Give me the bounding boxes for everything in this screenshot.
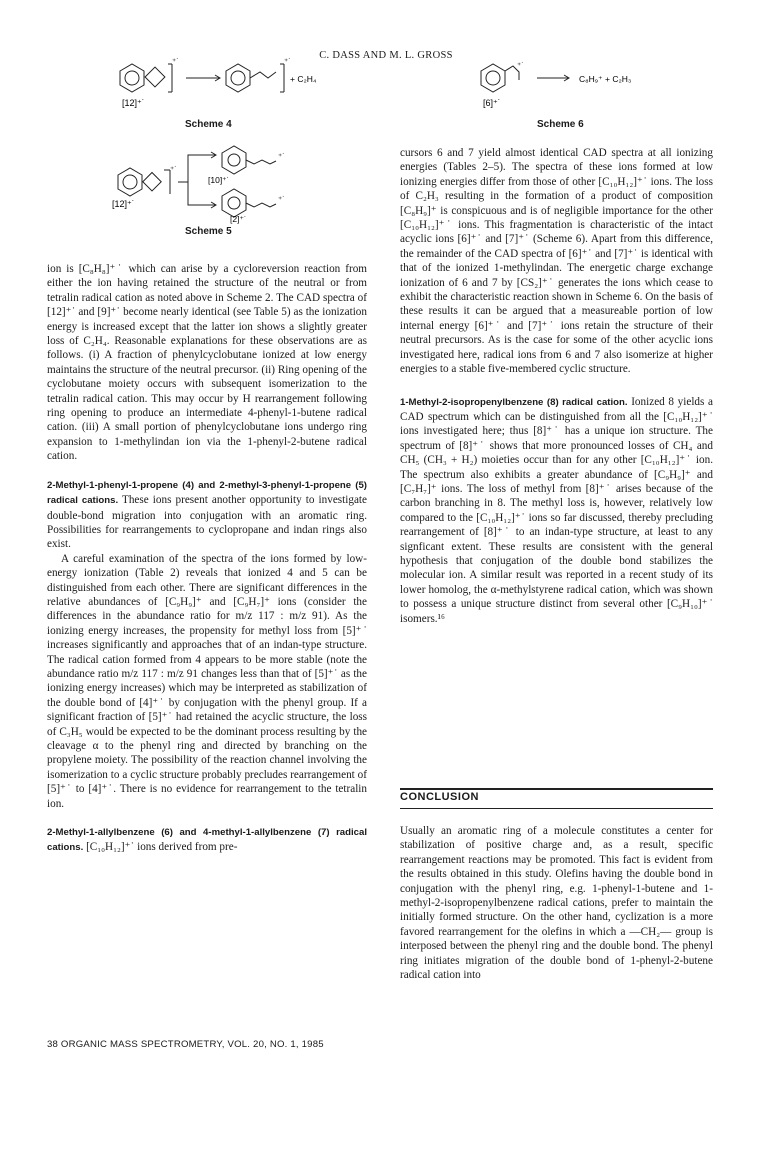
scheme-5-reactant-label: [12]⁺˙ <box>112 199 135 209</box>
cyclobutane-ring <box>145 67 165 87</box>
scheme-6-products: C₈H₉⁺ + C₂H₃ <box>579 74 632 84</box>
section-4-5-body: A careful examination of the spectra of the ions formed by low-energy ionization (Table 2) reveals that ionized 4 and 5 can be distinguished from each other. There are significant differences in the relative abundances of [C₉H₉]⁺ and [C₉H₇]⁺ ions (consider the differences in the abundance ratio for m/z 117 : m/z 91). As the ionizing energy increases, the propensity for methyl loss from [5]⁺˙ increases significantly and approaches that of an indan-type structure. The radical cation formed from 4 appears to be more stable (note the abundance ratio m/z 117 : m/z 91 changes less than that of [5]⁺˙ as the ionizing energy increases) which may be interpreted as stabilization of the double bond of [4]⁺˙ by conjugation with the phenyl group. If a significant fraction of [5]⁺˙ had retained the acyclic structure, the loss of C₃H₅ would be expected to be the dominant process resulting by the cleavage α to the phenyl ring and directed by branching on the propylene moiety. The possibility of the reaction channel involving the isomerization to a cyclic structure probably precludes rearrangement of [5]⁺˙ to [4]⁺˙. There is no evidence for rearrangement to the tetralin ion. <box>47 552 367 810</box>
section-4-5-intro: These ions present another opportunity to investigate double-bond migration into conjugation with an aromatic ring. Possibilities for rearrangements to cyclopropane and indan rings also exist. <box>47 494 367 551</box>
scheme-6-reactant-label: [6]⁺˙ <box>483 98 501 108</box>
conclusion-heading: CONCLUSION <box>400 791 479 803</box>
scheme-4-byproducts: + C₂H₄ <box>290 74 317 84</box>
left-paragraph-1: ion is [C₈H₈]⁺˙ which can arise by a cycloreversion reaction from either the ion having retained the structure of the neutral or from tetralin radical cation as noted above in Scheme 2. The CAD spectra of [12]⁺˙ and [9]⁺˙ become nearly identical (see Table 5) as the ionization energy is increased except that the latter ion shows a slightly greater loss of C₂H₄. Reasonable explanations for these observations are as follows. (i) A fraction of phenylcyclobutane ionized at low energy maintains the structure of the neutral precursor. (ii) Ring opening of the cyclobutane moiety occurs with subsequent isomerization to the tetralin radical cation. This may occur by H rearrangement following ring opening to produce an intermediate 4-phenyl-1-butene radical cation. (iii) A small portion of phenylcyclobutane ions undergo ring expansion to 1-methylindan ion via the 1-phenyl-2-butene radical cation. <box>47 263 367 463</box>
page-footer: 38 ORGANIC MASS SPECTROMETRY, VOL. 20, NO. 1, 1985 <box>47 1039 324 1050</box>
scheme-4-charge: ⁺˙ <box>172 57 179 66</box>
right-column <box>400 146 713 626</box>
scheme-5-figure <box>108 145 308 223</box>
scheme-6-charge: ⁺˙ <box>517 61 524 70</box>
section-heading-8: 1-Methyl-2-isopropenylbenzene (8) radical cation. <box>400 396 628 408</box>
scheme-5-caption: Scheme 5 <box>185 226 232 237</box>
scheme-6-figure <box>475 62 715 112</box>
section-4-5-paragraph <box>47 478 367 552</box>
scheme-4-caption: Scheme 4 <box>185 119 232 130</box>
conclusion-paragraph: Usually an aromatic ring of a molecule constitutes a center for stabilization of positive charge and, as a result, specific rearrangement reactions may be promoted. This fact is evident from the results obtained in this study. Olefins having the double bond in conjugation with the phenyl ring, e.g. 1-phenyl-1-butene and 1-methyl-2-isopropenylbenzene radical cations, prefer to maintain the initially formed structure. On the other hand, cyclization is a more favored rearrangement for the olefins in which a —CH₂— group is interposed between the phenyl ring and the double bond. The phenyl ring initiates migration of the double bond of 1-phenyl-2-butene radical cation into <box>400 825 713 982</box>
scheme-4-structures <box>108 57 338 122</box>
scheme-6-caption: Scheme 6 <box>537 119 584 130</box>
section-8-paragraph <box>400 395 713 627</box>
benzene-ring <box>120 64 144 92</box>
scheme-4-reactant-label: [12]⁺˙ <box>122 98 145 108</box>
scheme-5-top-label: [10]⁺˙ <box>208 175 230 185</box>
section-8-body: Ionized 8 yields a CAD spectrum which can be distinguished from all the [C₁₀H₁₂]⁺˙ ions investigated here; thus [8]⁺˙ has a unique ion structure. The spectrum of [8]⁺˙ shows that more pronounced losses of CH₄ and CH₅ (CH₃ + H₂) moieties occur than for any other [C₁₀H₁₂]⁺˙ ion. The spectrum also exhibits a greater abundance of [C₉H₉]⁺ and [C₇H₇]⁺ ions. The loss of methyl from [8]⁺˙ arises because of the carbon branching in 8. The methyl loss is, however, relatively low compared to the [C₁₀H₁₂]⁺˙ ions so far discussed, thereby precluding rearrangement of [8]⁺˙ to an indan-type structure, at least to any signficant extent. These results are consistent with the general hypothesis that conjugation of the double bond stabilizes the molecular ion. A similar result was reported in a recent study of its lower homolog, the α-methylstyrene radical cation, which was shown to possess a unique structure distinct from several other [C₉H₁₀]⁺˙ isomers.¹⁶ <box>400 395 713 625</box>
right-paragraph-1: cursors 6 and 7 yield almost identical CAD spectra at all ionizing energies (Tables 2–5). The spectra of these ions formed at low ionizing energies differ from those of other [C₁₀H₁₂]⁺˙ ions. The loss of C₂H₃ resulting in the formation of a product of composition [C₈H₉]⁺ is conspicuous and is of negligible importance for the other [C₁₀H₁₂]⁺˙ ions. This fragmentation is characteristic of the intact acyclic ions [6]⁺˙ and [7]⁺˙ (Scheme 6). Apart from this difference, the remainder of the CAD spectra of [6]⁺˙ and [7]⁺˙ is identical with that of the ionized 1-methylindan. The energetic charge exchange ionization of 6 and 7 by [CS₂]⁺˙ generates the ions which cease to exhibit the characteristic reaction shown in Scheme 6. On the basis of these results it can be argued that a measureable portion of low internal energy [6]⁺˙ and [7]⁺˙ ions retain the structure of their neutral precursors. As is the case for some of the other acyclic ions investigated here, radical ions from 6 and 7 also isomerize at higher energies to a stable five-membered cyclic structure. <box>400 147 713 376</box>
scheme-5-bottom-charge: ⁺˙ <box>278 195 285 204</box>
section-heading-4-5: 2-Methyl-1-phenyl-1-propene (4) and 2-methyl-3-phenyl-1-propene (5) radical cations. <box>47 479 367 507</box>
section-6-7-paragraph <box>47 825 367 856</box>
section-heading-6-7: 2-Methyl-1-allylbenzene (6) and 4-methyl-1-allylbenzene (7) radical cations. <box>47 827 367 854</box>
scheme-4-figure <box>108 57 338 122</box>
running-header: C. DASS AND M. L. GROSS <box>319 50 453 61</box>
section-6-7-intro: [C₁₀H₁₂]⁺˙ ions derived from pre- <box>86 841 238 854</box>
branch-arrow-bottom <box>188 182 216 205</box>
scheme-4-product-charge: ⁺˙ <box>284 57 291 66</box>
left-column <box>47 262 367 856</box>
scheme-5-structures <box>108 145 308 223</box>
scheme-5-bottom-label: [2]⁺˙ <box>230 214 247 224</box>
scheme-6-structures <box>475 62 715 112</box>
conclusion-body-column <box>400 824 713 982</box>
scheme-5-top-charge: ⁺˙ <box>278 152 285 161</box>
scheme-5-charge: ⁺˙ <box>170 165 177 174</box>
